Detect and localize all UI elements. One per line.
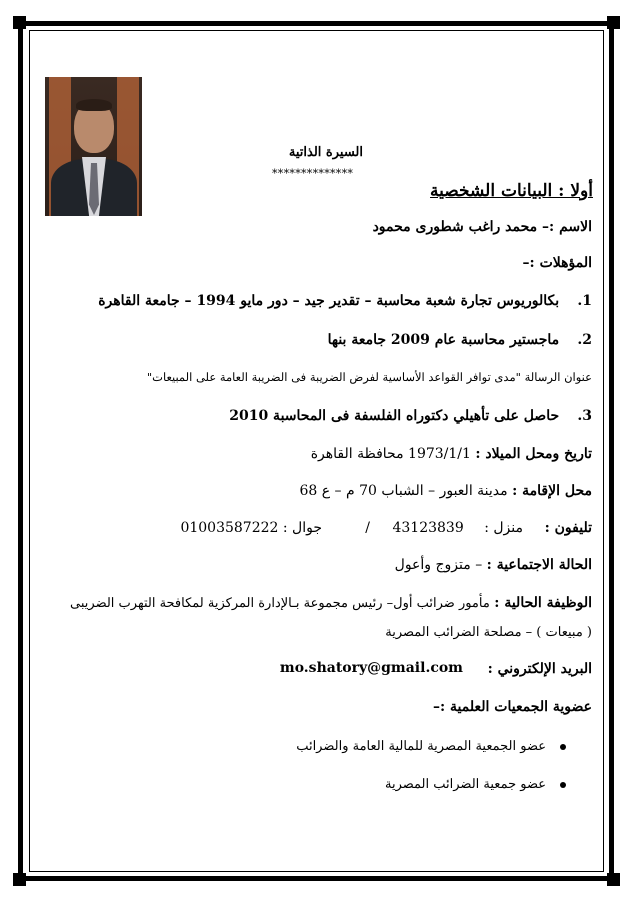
border-corner-bottom-left <box>13 873 26 886</box>
membership-item-2: عضو جمعية الضرائب المصرية <box>385 777 546 792</box>
birth-value: 1973/1/1 محافظة القاهرة <box>310 446 471 462</box>
name-row <box>373 220 592 234</box>
qualifications-label: المؤهلات :– <box>522 255 592 271</box>
membership-item-1: عضو الجمعية المصرية للمالية العامة والضرائب <box>296 739 546 754</box>
qualification-item-1 <box>98 294 592 308</box>
marital-label: الحالة الاجتماعية : <box>486 557 592 573</box>
job-line2: ( مبيعات ) – مصلحة الضرائب المصرية <box>385 625 592 640</box>
phone-home <box>392 521 523 535</box>
phone-mobile <box>180 521 322 535</box>
job-label: الوظيفة الحالية : <box>494 595 592 611</box>
qualification-item-2 <box>328 333 592 347</box>
birth-row <box>311 447 592 461</box>
job-line1: مأمور ضرائب أول– رئيس مجموعة بـالإدارة المركزية لمكافحة التهرب الضريبى <box>70 596 490 611</box>
name-label: الاسم :– <box>542 219 592 235</box>
name-value: محمد راغب شطورى محمود <box>372 219 538 235</box>
qualification-text: بكالوريوس تجارة شعبة محاسبة – تقدير جيد – دور مايو 1994 – جامعة القاهرة <box>98 293 560 309</box>
residence-label: محل الإقامة : <box>512 483 592 499</box>
qualification-number: 3. <box>577 408 592 424</box>
border-corner-top-left <box>13 16 26 29</box>
qualification-number: 1. <box>577 293 592 309</box>
qualification-text: ماجستير محاسبة عام 2009 جامعة بنها <box>327 332 560 348</box>
residence-row <box>299 484 592 498</box>
qualification-number: 2. <box>577 332 592 348</box>
phone-mobile-value: 01003587222 <box>180 520 279 536</box>
marital-value: – متزوج وأعول <box>394 557 483 573</box>
qualification-text: حاصل على تأهيلي دكتوراه الفلسفة فى المحاسبة 2010 <box>229 408 560 424</box>
border-corner-bottom-right <box>607 873 620 886</box>
email-label: البريد الإلكتروني : <box>487 661 592 677</box>
section-heading-personal: أولا : البيانات الشخصية <box>430 181 593 201</box>
phone-label: تليفون : <box>544 520 592 536</box>
job-row <box>70 596 592 610</box>
document-title: السيرة الذاتية <box>288 145 363 160</box>
email-value[interactable]: mo.shatory@gmail.com <box>279 660 463 676</box>
marital-row <box>395 558 592 572</box>
phone-home-label: منزل : <box>484 520 523 536</box>
profile-photo <box>45 77 142 216</box>
phone-home-value: 43123839 <box>392 520 464 536</box>
thesis-title: عنوان الرسالة "مدى توافر القواعد الأساسية لفرض الضريبة فى الضريبة العامة على المبيعات" <box>146 370 592 384</box>
bullet-icon <box>560 744 566 750</box>
phone-mobile-label: جوال : <box>282 520 322 536</box>
memberships-label: عضوية الجمعيات العلمية :– <box>433 699 592 715</box>
title-stars: ************** <box>272 167 354 180</box>
qualification-item-3 <box>229 409 592 423</box>
border-corner-top-right <box>607 16 620 29</box>
phone-separator: / <box>365 520 370 536</box>
residence-value: مدينة العبور – الشباب 70 م – ع 68 <box>299 483 508 499</box>
bullet-icon <box>560 782 566 788</box>
birth-label: تاريخ ومحل الميلاد : <box>475 446 592 462</box>
